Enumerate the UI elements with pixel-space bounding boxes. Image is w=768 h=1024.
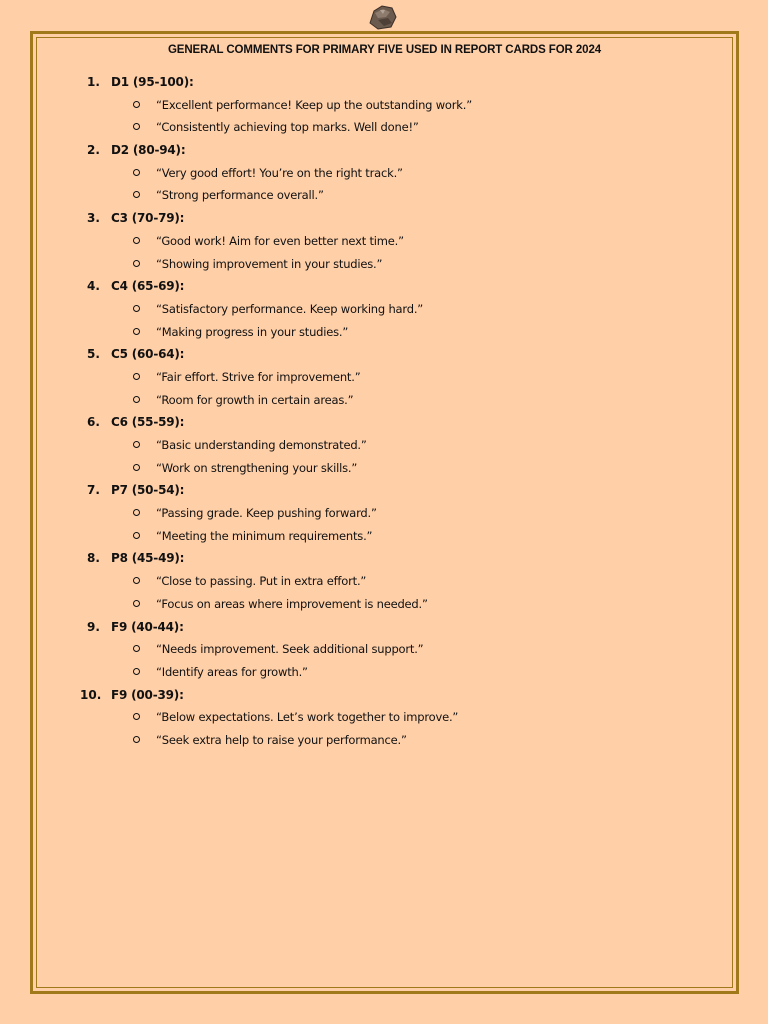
comment-item bbox=[37, 707, 732, 730]
comment-item bbox=[37, 503, 732, 526]
comment-item bbox=[37, 322, 732, 345]
grade-number: 6. bbox=[87, 415, 100, 430]
grade-number: 10. bbox=[80, 687, 102, 702]
comment-text: “Work on strengthening your skills.” bbox=[156, 460, 358, 475]
grade-heading bbox=[37, 480, 732, 503]
circle-bullet-icon bbox=[133, 169, 140, 176]
comment-text: “Very good effort! You’re on the right track.” bbox=[156, 165, 403, 180]
comment-text: “Needs improvement. Seek additional support.” bbox=[156, 642, 424, 657]
circle-bullet-icon bbox=[133, 532, 140, 539]
comment-text: “Meeting the minimum requirements.” bbox=[156, 528, 373, 543]
comment-item bbox=[37, 730, 732, 753]
comment-item bbox=[37, 571, 732, 594]
grade-label: P7 (50-54): bbox=[111, 483, 185, 498]
circle-bullet-icon bbox=[133, 305, 140, 312]
circle-bullet-icon bbox=[133, 509, 140, 516]
grade-label: C4 (65-69): bbox=[111, 279, 185, 294]
grade-heading bbox=[37, 685, 732, 708]
grade-number: 9. bbox=[87, 619, 100, 634]
comment-item bbox=[37, 299, 732, 322]
circle-bullet-icon bbox=[133, 645, 140, 652]
circle-bullet-icon bbox=[133, 237, 140, 244]
grade-label: F9 (40-44): bbox=[111, 619, 184, 634]
comment-item bbox=[37, 390, 732, 413]
circle-bullet-icon bbox=[133, 600, 140, 607]
grade-number: 4. bbox=[87, 279, 100, 294]
grade-heading bbox=[37, 208, 732, 231]
comment-item bbox=[37, 458, 732, 481]
comment-item bbox=[37, 435, 732, 458]
circle-bullet-icon bbox=[133, 260, 140, 267]
circle-bullet-icon bbox=[133, 191, 140, 198]
circle-bullet-icon bbox=[133, 668, 140, 675]
comment-item bbox=[37, 95, 732, 118]
grade-number: 7. bbox=[87, 483, 100, 498]
comment-text: “Making progress in your studies.” bbox=[156, 324, 349, 339]
circle-bullet-icon bbox=[133, 577, 140, 584]
comment-text: “Focus on areas where improvement is needed.” bbox=[156, 596, 428, 611]
circle-bullet-icon bbox=[133, 441, 140, 448]
page-border-inner bbox=[36, 37, 733, 988]
circle-bullet-icon bbox=[133, 736, 140, 743]
comment-text: “Passing grade. Keep pushing forward.” bbox=[156, 506, 377, 521]
comment-text: “Room for growth in certain areas.” bbox=[156, 392, 354, 407]
comment-text: “Below expectations. Let’s work together to improve.” bbox=[156, 710, 459, 725]
grade-number: 2. bbox=[87, 143, 100, 158]
grade-label: C5 (60-64): bbox=[111, 347, 185, 362]
comment-item bbox=[37, 367, 732, 390]
comment-text: “Strong performance overall.” bbox=[156, 188, 324, 203]
comment-item bbox=[37, 639, 732, 662]
circle-bullet-icon bbox=[133, 396, 140, 403]
comment-text: “Excellent performance! Keep up the outstanding work.” bbox=[156, 97, 472, 112]
grade-heading bbox=[37, 344, 732, 367]
comment-item bbox=[37, 185, 732, 208]
grade-label: C3 (70-79): bbox=[111, 211, 185, 226]
grade-heading bbox=[37, 617, 732, 640]
grade-label: P8 (45-49): bbox=[111, 551, 185, 566]
grade-number: 3. bbox=[87, 211, 100, 226]
comment-text: “Showing improvement in your studies.” bbox=[156, 256, 383, 271]
comment-item bbox=[37, 254, 732, 277]
circle-bullet-icon bbox=[133, 373, 140, 380]
grade-heading bbox=[37, 140, 732, 163]
rock-logo-icon bbox=[366, 3, 398, 31]
comment-item bbox=[37, 163, 732, 186]
comment-text: “Consistently achieving top marks. Well done!” bbox=[156, 120, 419, 135]
circle-bullet-icon bbox=[133, 123, 140, 130]
circle-bullet-icon bbox=[133, 328, 140, 335]
comment-text: “Good work! Aim for even better next time.” bbox=[156, 233, 404, 248]
grade-heading bbox=[37, 548, 732, 571]
comment-item bbox=[37, 594, 732, 617]
document-title: GENERAL COMMENTS FOR PRIMARY FIVE USED IN REPORT CARDS FOR 2024 bbox=[167, 44, 602, 56]
comment-item bbox=[37, 662, 732, 685]
grade-number: 1. bbox=[87, 75, 100, 89]
comment-text: “Satisfactory performance. Keep working hard.” bbox=[156, 301, 424, 316]
grade-label: D2 (80-94): bbox=[111, 143, 186, 158]
comment-text: “Fair effort. Strive for improvement.” bbox=[156, 369, 361, 384]
grade-heading bbox=[37, 72, 732, 95]
comment-item bbox=[37, 526, 732, 549]
comment-text: “Seek extra help to raise your performance.” bbox=[156, 732, 407, 747]
grade-label: C6 (55-59): bbox=[111, 415, 185, 430]
page-border bbox=[30, 31, 739, 994]
comment-item bbox=[37, 117, 732, 140]
circle-bullet-icon bbox=[133, 713, 140, 720]
grade-label: D1 (95-100): bbox=[111, 75, 194, 89]
comment-text: “Identify areas for growth.” bbox=[156, 664, 308, 679]
grade-number: 8. bbox=[87, 551, 100, 566]
grade-heading bbox=[37, 276, 732, 299]
circle-bullet-icon bbox=[133, 101, 140, 108]
grade-heading bbox=[37, 412, 732, 435]
comment-text: “Basic understanding demonstrated.” bbox=[156, 438, 367, 452]
grade-number: 5. bbox=[87, 347, 100, 362]
grade-list bbox=[37, 72, 732, 753]
comment-text: “Close to passing. Put in extra effort.” bbox=[156, 574, 367, 589]
comment-item bbox=[37, 231, 732, 254]
circle-bullet-icon bbox=[133, 464, 140, 471]
grade-label: F9 (00-39): bbox=[111, 687, 184, 702]
